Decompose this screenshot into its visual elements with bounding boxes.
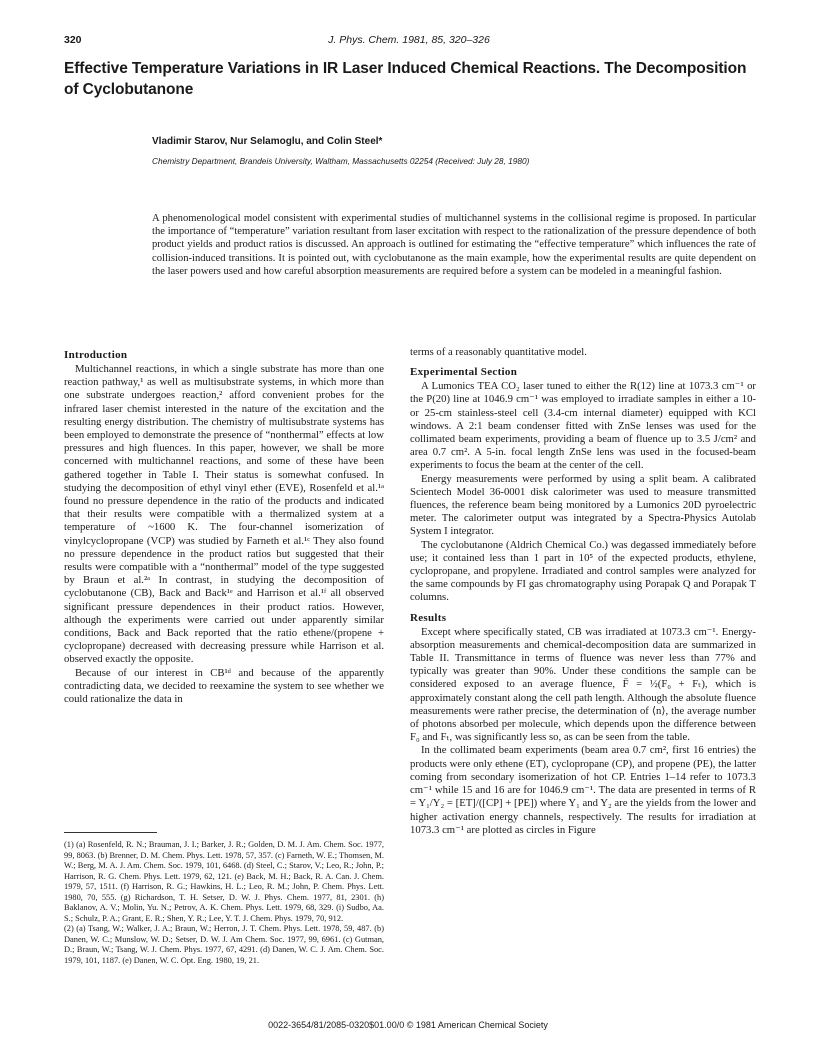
running-header (64, 34, 754, 48)
article-title: Effective Temperature Variations in IR Laser Induced Chemical Reactions. The Decomposition of Cyclobutanone (64, 60, 747, 98)
footnote: (2) (a) Tsang, W.; Walker, J. A.; Braun, W.; Herron, J. T. Chem. Phys. Lett. 1978, 59, 487. (b) Danen, W. C.; Munslow, W. D.; Setser, D. W. J. Am Chem. Soc. 1977, 99, 6961. (c) Gutman, D.; Braun, W.; Tsang, W. J. Chem. Phys. 1977, 67, 4291. (d) Danen, W. C. J. Am. Chem. Soc. 1979, 101, 1187. (e) Danen, W. C. Opt. Eng. 1980, 19, 21. (64, 924, 384, 965)
footnote-rule (64, 832, 157, 833)
experimental-paragraph: The cyclobutanone (Aldrich Chemical Co.) was degassed immediately before use; it contained less than 1 part in 10⁵ of the expected products, ethylene, cyclopropane, and propylene. Irradiated and control samples were analyzed for the same compounds by FI gas chromatography using Porapak Q and Porapak T columns. (410, 538, 756, 604)
footnote: (1) (a) Rosenfeld, R. N.; Brauman, J. I.; Barker, J. R.; Golden, D. M. J. Am. Chem. Soc. 1977, 99, 8063. (b) Brenner, D. M. Chem. Phys. Lett. 1978, 57, 357. (c) Farneth, W. E.; Thomsen, M. W.; Berg, M. A. J. Am. Chem. Soc. 1979, 101, 6468. (d) Steel, C.; Starov, V.; Leo, R.; John, P.; Harrison, R. G. Chem. Phys. Lett. 1979, 62, 121. (e) Back, M. H.; Back, R. A. Can. J. Chem. 1979, 57, 1511. (f) Harrison, R. G.; Hawkins, H. L.; Leo, R. M.; John, P. Chem. Phys. Lett. 1980, 70, 555. (g) Richardson, T. H. Setser, D. W. J. Phys. Chem. 1977, 81, 2301. (h) Baklanov, A. V.; Molin, Yu. N.; Petrov, A. K. Chem. Phys. Lett. 1979, 68, 329. (i) Sudbo, Aa. S.; Schulz, P. A.; Grant, E. R.; Shen, Y. R.; Lee, Y. T. J. Chem. Phys. 1979, 70, 912. (64, 840, 384, 923)
page-number: 320 (64, 34, 82, 46)
copyright-footer: 0022-3654/81/2085-0320$01.00/0 © 1981 American Chemical Society (268, 1020, 548, 1030)
introduction-paragraph: Because of our interest in CB¹ᵈ and because of the apparently contradicting data, we decided to reexamine the system to see whether we could rationalize the data in (64, 666, 384, 706)
results-paragraph: Except where specifically stated, CB was irradiated at 1073.3 cm⁻¹. Energy-absorption measurements and chemical-decomposition data are summarized in Table II. Transmittance in terms of fluence was never less than 77% and typically was greater than 90%. Under these conditions the sample can be considered exposed to an average fluence, F̄ = ½(F₀ + Fₜ), which is approximately constant along the cell path length. Although the absolute fluence measurements were rather precise, the determination of ⟨n⟩, the average number of photons absorbed per molecule, which depends upon the difference between F₀ and Fₜ, was significantly less so, as can be seen from the table. (410, 625, 756, 744)
results-paragraph: In the collimated beam experiments (beam area 0.7 cm², first 16 entries) the products were only ethene (ET), cyclopropane (CP), and propene (PE), the latter coming from secondary isomerization of hot CP. Entries 1–14 refer to 1073.3 cm⁻¹ while 15 and 16 are for 1046.9 cm⁻¹. The data are presented in terms of R = Y₁/Y₂ = [ET]/([CP] + [PE]) where Y₁ and Y₂ are the yields from the lower and higher activation energy channels, respectively. The results for irradiation at 1073.3 cm⁻¹ are plotted as circles in Figure (410, 744, 756, 836)
introduction-paragraph: Multichannel reactions, in which a single substrate has more than one reaction pathway,¹ as well as multisubstrate systems, in which more than one substrate undergoes reaction,² afford convenient probes for the infrared laser chemist interested in the nature of the excitation and the resulting energy distribution. The chemistry of multisubstrate systems has been employed to demonstrate the presence of “nonthermal” effects at low pressures and high fluences. In this paper, however, we shall be more concerned with multichannel reactions, and some of these have been gathered together in Table I. Their status is somewhat confused. In studying the decomposition of ethyl vinyl ether (EVE), Rosenfeld et al.¹ᵃ found no pressure dependence in the ratio of the products and indicated that their results were compatible with a thermalized system at a temperature of ~1600 K. The four-channel isomerization of vinylcyclopropane (VCP) was studied by Farneth et al.¹ᶜ They also found no pressure dependence in the product ratios but suggested that their results were compatible with a “nonthermal” model of the type suggested by Braun et al.²ᵃ In contrast, in studying the decomposition of cyclobutanone (CB), Back and Back¹ᵉ and Harrison et al.¹ᶠ all observed significant pressure dependences in their product ratios. However, although the experiments were carried out under apparently similar conditions, Back and Back reported that the ratio ethene/(propene + cyclopropane) decreased with decreasing pressure while Harrison et al. observed exactly the opposite. (64, 363, 384, 666)
experimental-heading: Experimental Section (410, 366, 518, 379)
results-heading: Results (410, 611, 447, 624)
affiliation: Chemistry Department, Brandeis University, Waltham, Massachusetts 02254 (Received: July 28, 1980) (152, 156, 530, 166)
continuation-text: terms of a reasonably quantitative model. (410, 346, 587, 358)
abstract: A phenomenological model consistent with experimental studies of multichannel systems in the collisional regime is proposed. In particular the importance of “temperature” variation resultant from laser excitation with respect to the rationalization of the pressure dependence of both product yields and product ratios is discussed. An approach is outlined for estimating the “effective temperature” which influences the rate of collision-induced transitions. It is pointed out, with cyclobutanone as the main example, how the experimental results are quite dependent on the laser powers used and how careful absorption measurements are required before a system can be modeled in a meaningful fashion. (152, 213, 756, 277)
introduction-heading: Introduction (64, 349, 128, 361)
experimental-paragraph: A Lumonics TEA CO₂ laser tuned to either the R(12) line at 1073.3 cm⁻¹ or the P(20) line at 1046.9 cm⁻¹ was employed to irradiate samples in either a 10- or 25-cm stainless-steel cell (3.4-cm internal diameter) equipped with KCl windows. A 2:1 beam condenser fitted with ZnSe lenses was used for the collimated beam experiments, providing a beam of fluence up to 3.5 J/cm² and area 0.7 cm². A 5-in. focal length ZnSe lens was used in the focused-beam experiments to focus the beam at the center of the cell. (410, 380, 756, 472)
right-column (410, 346, 756, 837)
experimental-paragraph: Energy measurements were performed by using a split beam. A calibrated Scientech Model 36-0001 disk calorimeter was used to measure transmitted fluences, the reference beam being monitored by a Lumonics 20D pyroelectric meter. The calorimeter output was integrated by a Spectra-Physics Autolab System I integrator. (410, 472, 756, 538)
footnotes (64, 840, 384, 966)
left-column (64, 348, 384, 706)
journal-citation: J. Phys. Chem. 1981, 85, 320–326 (328, 34, 490, 46)
author-list: Vladimir Starov, Nur Selamoglu, and Colin Steel* (152, 136, 383, 147)
